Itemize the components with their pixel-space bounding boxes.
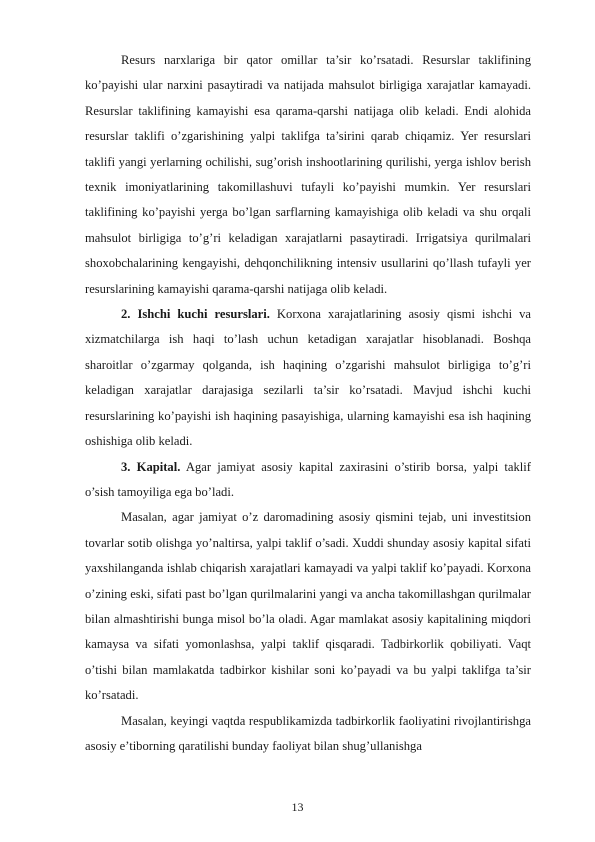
paragraph-text: Agar jamiyat asosiy kapital zaxirasini o’stirib borsa, yalpi taklif o’sish tamoyiliga ega bo’ladi. — [85, 459, 532, 499]
page-number: 13 — [291, 800, 304, 814]
paragraph-capital — [85, 455, 531, 506]
paragraph-text: Masalan, agar jamiyat o’z daromadining asosiy qismini tejab, uni investitsion tovarlar sotib olishga yo’naltirsa, yalpi taklif o’sadi. Xuddi shunday asosiy kapital sifati yaxshilanganda ishlab chiqarish xarajatlari kamayadi va yalpi taklif ko’payadi. Korxona o’zining eski, sifati past bo’lgan qurilmalarini yangi va ancha takomillashgan qurilmalar bilan almashtirishi bunga misol bo’la oladi. Agar mamlakat asosiy kapitalining miqdori kamaysa va sifati yomonlashsa, yalpi taklif qisqaradi. Tadbirkorlik qobiliyati. Vaqt o’tishi bilan mamlakatda tadbirkor kishilar soni ko’payadi va bu yalpi taklifga ta’sir ko’rsatadi. — [85, 510, 531, 703]
section-heading-capital: 3. Kapital. — [121, 459, 181, 474]
paragraph-capital-example — [85, 505, 531, 708]
paragraph-text: Masalan, keyingi vaqtda respublikamizda tadbirkorlik faoliyatini rivojlantirishga asosiy e’tiborning qaratilishi bunday faoliyat bilan shug’ullanishga — [85, 713, 531, 753]
paragraph-resource-prices — [85, 48, 531, 302]
paragraph-text: Korxona xarajatlarining asosiy qismi ishchi va xizmatchilarga ish haqi to’lash uchun ketadigan xarajatlar hisoblanadi. Boshqa sharoitlar o’zgarmay qolganda, ish haqining o’zgarishi mahsulot birligiga to’g’ri keladigan xarajatlar darajasiga sezilarli ta’sir ko’rsatadi. Mavjud ishchi kuchi resurslarining ko’payishi ish haqining pasayishiga, ularning kamayishi esa ish haqining oshishiga olib keladi. — [85, 307, 531, 449]
paragraph-text: Resurs narxlariga bir qator omillar ta’sir ko’rsatadi. Resurslar taklifining ko’payishi ular narxini pasaytiradi va natijada mahsulot birligiga xarajatlar kamayadi. Resurslar taklifining kamayishi esa qarama-qarshi natijaga olib keladi. Endi alohida resurslar taklifi o’zgarishining yalpi taklifga ta’sirini qarab chiqamiz. Yer resurslari taklifi yangi yerlarning ochilishi, sug’orish inshootlarining qurilishi, yerga ishlov berish texnik imoniyatlarining takomillashuvi tufayli ko’payishi mumkin. Yer resurslari taklifining ko’payishi yerga bo’lgan sarflarning kamayishiga olib keladi va shu orqali mahsulot birligiga to’g’ri keladigan xarajatlarni pasaytiradi. Irrigatsiya qurilmalari shoxobchalarining kengayishi, dehqonchilikning intensiv usullarini qo’llash tufayli yer resurslarining kamayishi qarama-qarshi natijaga olib keladi. — [85, 53, 531, 296]
paragraph-entrepreneurship-example — [85, 709, 531, 760]
section-heading-labor: 2. Ishchi kuchi resurslari. — [121, 307, 270, 322]
paragraph-labor-resources — [85, 302, 531, 454]
body-text — [85, 48, 531, 759]
